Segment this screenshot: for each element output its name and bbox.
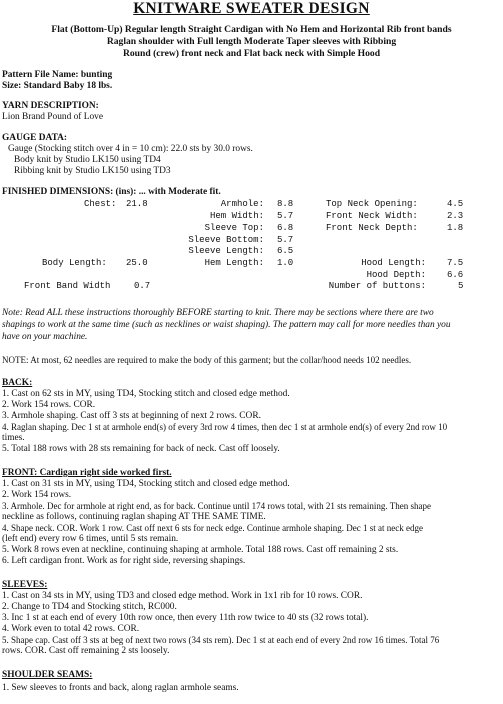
back-step: 3. Armhole shaping. Cast off 3 sts at beginning of next 2 rows. COR. bbox=[2, 411, 261, 421]
sleeve-length-value: 6.5 bbox=[277, 246, 294, 256]
front-step: 4. Shape neck. COR. Work 1 row. Cast off next 6 sts for neck edge. Continue armhole shaping. Dec 1 st at neck edge bbox=[2, 523, 424, 533]
hem-length-label: Hem Length: bbox=[204, 258, 264, 268]
sleeves-step: 1. Cast on 34 sts in MY, using TD3 and closed edge method. Work in 1x1 rib for 10 rows. COR. bbox=[2, 591, 363, 601]
back-step: 4. Raglan shaping. Dec 1 st at armhole end(s) of every 3rd row 4 times, then dec 1 st at armhole end(s) of every 2nd row 10 bbox=[2, 422, 448, 432]
front-step: neckline as follows, continuing raglan shaping AT THE SAME TIME. bbox=[2, 512, 266, 522]
note-line: have on your machine. bbox=[2, 332, 88, 342]
sleeve-bottom-value: 5.7 bbox=[277, 235, 294, 245]
back-heading: BACK: bbox=[2, 378, 33, 388]
yarn-text: Lion Brand Pound of Love bbox=[2, 112, 104, 122]
sleeves-step: 3. Inc 1 st at each end of every 10th row once, then every 11th row twice to 40 sts (32 rows total). bbox=[2, 613, 369, 623]
sleeves-heading: SLEEVES: bbox=[2, 580, 48, 590]
body-length-value: 25.0 bbox=[126, 258, 148, 268]
sleeve-bottom-label: Sleeve Bottom: bbox=[188, 235, 264, 245]
front-step: 2. Work 154 rows. bbox=[2, 490, 72, 500]
front-step: 6. Left cardigan front. Work as for right side, reversing shapings. bbox=[2, 556, 246, 566]
sleeves-step: rows. COR. Cast off remaining 2 sts loosely. bbox=[2, 646, 170, 656]
sleeve-length-label: Sleeve Length: bbox=[188, 246, 264, 256]
number-of-buttons-label: Number of buttons: bbox=[328, 281, 426, 291]
gauge-heading: GAUGE DATA: bbox=[2, 133, 68, 143]
shoulder-seams-step: 1. Sew sleeves to fronts and back, along raglan armhole seams. bbox=[2, 683, 239, 693]
hood-depth-value: 6.6 bbox=[447, 270, 464, 280]
top-neck-opening-value: 4.5 bbox=[447, 199, 464, 209]
armhole-value: 8.8 bbox=[277, 199, 294, 209]
subtitle-line-2: Raglan shoulder with Full length Moderate Taper sleeves with Ribbing bbox=[106, 36, 397, 47]
size-label: Size: Standard Baby 18 lbs. bbox=[2, 81, 113, 91]
chest-label: Chest: bbox=[84, 199, 117, 209]
front-neck-depth-value: 1.8 bbox=[447, 223, 464, 233]
back-step: 5. Total 188 rows with 28 sts remaining for back of neck. Cast off loosely. bbox=[2, 444, 280, 454]
needles-note: NOTE: At most, 62 needles are required to make the body of this garment; but the collar/hood needs 102 needles. bbox=[2, 355, 412, 365]
front-neck-width-label: Front Neck Width: bbox=[326, 211, 418, 221]
hood-length-label: Hood Length: bbox=[361, 258, 426, 268]
back-step: 2. Work 154 rows. COR. bbox=[2, 400, 96, 410]
note-line: Note: Read ALL these instructions thoroughly BEFORE starting to knit. There may be sections where there are two bbox=[2, 308, 434, 318]
hem-length-value: 1.0 bbox=[277, 258, 294, 268]
body-length-label: Body Length: bbox=[42, 258, 107, 268]
subtitle-line-1: Flat (Bottom-Up) Regular length Straight Cardigan with No Hem and Horizontal Rib front bands bbox=[51, 24, 452, 35]
front-step: (left end) every row 6 times, until 5 sts remain. bbox=[2, 534, 179, 544]
gauge-line: Ribbing knit by Studio LK150 using TD3 bbox=[14, 166, 171, 176]
shoulder-seams-heading: SHOULDER SEAMS: bbox=[2, 670, 93, 680]
front-band-width-label: Front Band Width bbox=[24, 281, 111, 291]
sleeves-step: 5. Shape cap. Cast off 3 sts at beg of next two rows (34 sts rem). Dec 1 st at each end of every 2nd row 16 times. Total 76 bbox=[2, 635, 440, 645]
note-line: shapings to work at the same time (such as necklines or waist shaping). The pattern may call for more needles than you bbox=[2, 320, 451, 330]
hem-width-value: 5.7 bbox=[277, 211, 294, 221]
yarn-heading: YARN DESCRIPTION: bbox=[2, 101, 99, 111]
front-step: 1. Cast on 31 sts in MY, using TD4, Stocking stitch and closed edge method. bbox=[2, 479, 290, 489]
finished-dimensions-heading: FINISHED DIMENSIONS: (ins): ... with Moderate fit. bbox=[2, 187, 221, 197]
front-heading: FRONT: Cardigan right side worked first. bbox=[2, 468, 172, 478]
back-step: times. bbox=[2, 433, 25, 443]
gauge-line: Gauge (Stocking stitch over 4 in = 10 cm): 22.0 sts by 30.0 rows. bbox=[8, 144, 253, 154]
front-neck-depth-label: Front Neck Depth: bbox=[326, 223, 418, 233]
front-band-width-value: 0.7 bbox=[134, 281, 151, 291]
sleeves-step: 2. Change to TD4 and Stocking stitch, RC000. bbox=[2, 602, 177, 612]
hem-width-label: Hem Width: bbox=[209, 211, 264, 221]
armhole-label: Armhole: bbox=[220, 199, 264, 209]
sleeves-step: 4. Work even to total 42 rows. COR. bbox=[2, 624, 140, 634]
sleeve-top-value: 6.8 bbox=[277, 223, 294, 233]
sleeve-top-label: Sleeve Top: bbox=[204, 223, 264, 233]
hood-length-value: 7.5 bbox=[447, 258, 464, 268]
chest-value: 21.8 bbox=[126, 199, 148, 209]
subtitle-line-3: Round (crew) front neck and Flat back neck with Simple Hood bbox=[122, 48, 381, 59]
front-step: 5. Work 8 rows even at neckline, continuing shaping at armhole. Total 188 rows. Cast off remaining 2 sts. bbox=[2, 545, 399, 555]
front-step: 3. Armhole. Dec for armhole at right end, as for back. Continue until 174 rows total, with 21 sts remaining. Then shape bbox=[2, 501, 431, 511]
pattern-file-name: Pattern File Name: bunting bbox=[2, 70, 113, 80]
gauge-line: Body knit by Studio LK150 using TD4 bbox=[14, 155, 161, 165]
hood-depth-label: Hood Depth: bbox=[366, 270, 426, 280]
back-step: 1. Cast on 62 sts in MY, using TD4, Stocking stitch and closed edge method. bbox=[2, 389, 290, 399]
page-title: KNITWARE SWEATER DESIGN bbox=[133, 0, 370, 17]
front-neck-width-value: 2.3 bbox=[447, 211, 464, 221]
number-of-buttons-value: 5 bbox=[458, 281, 464, 291]
top-neck-opening-label: Top Neck Opening: bbox=[326, 199, 418, 209]
